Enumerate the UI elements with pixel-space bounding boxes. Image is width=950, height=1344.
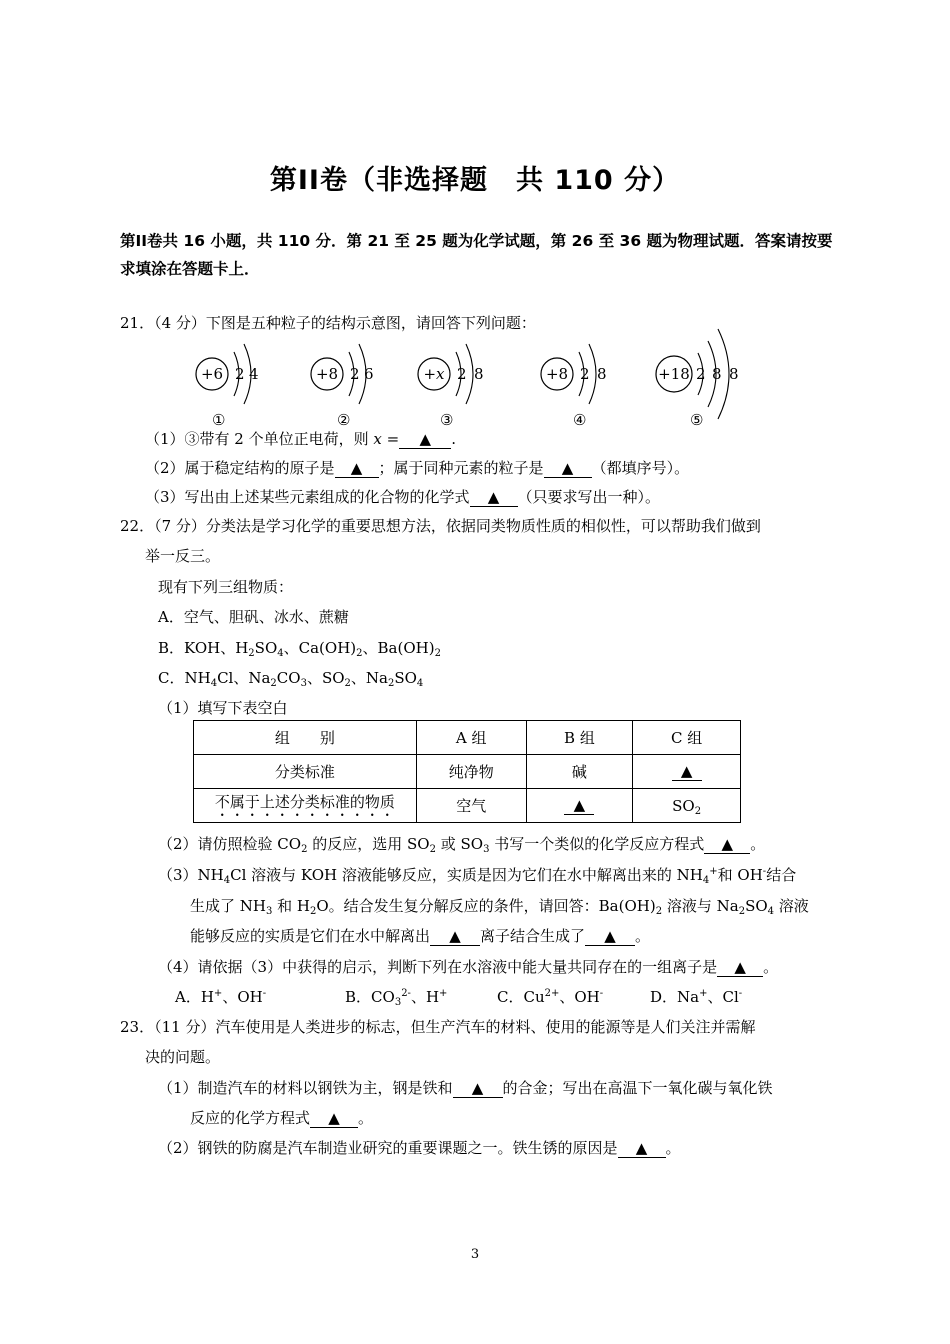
table-cell xyxy=(194,789,417,823)
text: 结合 xyxy=(766,866,797,884)
atom-4 xyxy=(535,340,625,410)
text: 或 SO xyxy=(435,835,484,853)
text: Cl 溶液与 KOH 溶液能够反应，实质是因为它们在水中解离出来的 NH xyxy=(230,866,703,884)
q21-part-3 xyxy=(145,487,660,507)
text: 。 xyxy=(358,1109,374,1127)
text: （3）写出由上述某些元素组成的化合物的化学式 xyxy=(145,488,470,506)
q22-group-b: B．KOH、$H_2SO_4$、$Ca(OH)_2$、$Ba(OH)_2$ xyxy=(158,639,441,659)
atom-1-nucleus: +6 xyxy=(200,365,224,383)
atom-5-nucleus: +18 xyxy=(658,365,690,383)
q23-stem-2: 决的问题。 xyxy=(145,1048,221,1066)
text: SO xyxy=(745,897,768,915)
atom-5-shell-1: 2 xyxy=(696,365,706,383)
atom-5 xyxy=(650,327,750,423)
atom-3 xyxy=(412,340,502,410)
atom-4-shell-2: 8 xyxy=(597,365,607,383)
q22-stem-2: 举一反三。 xyxy=(145,547,221,565)
text: 反应的化学方程式 xyxy=(190,1109,311,1127)
text: O。结合发生复分解反应的条件，请回答：Ba(OH) xyxy=(316,897,656,915)
q21-part-2 xyxy=(145,458,689,478)
atom-3-nucleus: +x xyxy=(423,365,445,383)
answer-blank[interactable]: ▲ xyxy=(399,431,451,449)
answer-blank[interactable]: ▲ xyxy=(310,1110,358,1128)
answer-blank[interactable]: ▲ xyxy=(544,460,592,478)
table-cell: 分类标准 xyxy=(194,755,417,789)
text: 、H xyxy=(410,988,440,1006)
q23-stem-1: 23．（11 分）汽车使用是人类进步的标志，但生产汽车的材料、使用的能源等是人们关注并需解 xyxy=(120,1018,756,1036)
text: 、OH xyxy=(559,988,600,1006)
text: C．Cu xyxy=(497,988,545,1006)
answer-blank[interactable]: ▲ xyxy=(430,928,480,946)
text: 、Cl xyxy=(707,988,739,1006)
text: （只要求写出一种）。 xyxy=(517,488,661,506)
atom-4-nucleus: +8 xyxy=(545,365,569,383)
text: 。 xyxy=(763,958,779,976)
atom-3-shell-2: 8 xyxy=(474,365,484,383)
text: A．H xyxy=(175,988,214,1006)
text: . xyxy=(451,430,456,448)
table-row xyxy=(194,789,741,823)
text: ；属于同种元素的粒子是 xyxy=(378,459,544,477)
atom-3-label: ③ xyxy=(440,411,454,429)
atom-2-label: ② xyxy=(337,411,351,429)
q23-part-2 xyxy=(158,1138,681,1158)
table-header-row xyxy=(194,721,741,755)
text: C．NH xyxy=(158,669,211,687)
atom-2-shell-2: 6 xyxy=(364,365,374,383)
q22-option-b: B．$CO_3^{2-}$、H+ xyxy=(345,988,448,1008)
atom-1-shell-1: 2 xyxy=(235,365,245,383)
table-cell: 空气 xyxy=(416,789,526,823)
text: （1）制造汽车的材料以钢铁为主，钢是铁和 xyxy=(158,1079,453,1097)
q23-part-1-line-1 xyxy=(158,1078,773,1098)
atom-2 xyxy=(305,340,395,410)
q23-part-1-line-2 xyxy=(190,1108,373,1128)
text: 。 xyxy=(665,1139,681,1157)
atom-5-shell-3: 8 xyxy=(729,365,739,383)
text: 能够反应的实质是它们在水中解离出 xyxy=(190,927,431,945)
atom-5-label: ⑤ xyxy=(690,411,704,429)
text: （2）请仿照检验 CO xyxy=(158,835,302,853)
answer-blank[interactable]: ▲ xyxy=(672,763,702,781)
text: 、OH xyxy=(222,988,263,1006)
text: 。 xyxy=(750,835,766,853)
q22-group-c: C．$NH_4Cl$、$Na_2CO_3$、$SO_2$、$Na_2SO_4$ xyxy=(158,669,424,689)
section-intro-line-1: 第II卷共 16 小题，共 110 分．第 21 至 25 题为化学试题，第 26 至 36 题为物理试题．答案请按要 xyxy=(120,232,833,250)
table-header-cell: A 组 xyxy=(416,721,526,755)
answer-blank[interactable]: ▲ xyxy=(470,489,518,507)
text: 生成了 NH xyxy=(190,897,266,915)
table-cell: 纯净物 xyxy=(416,755,526,789)
q22-stem-1: 22．（7 分）分类法是学习化学的重要思想方法，依据同类物质性质的相似性，可以帮助我们做到 xyxy=(120,517,761,535)
answer-blank[interactable]: ▲ xyxy=(717,959,763,977)
table-cell xyxy=(526,789,633,823)
text: 和 H xyxy=(272,897,310,915)
text: （都填序号）。 xyxy=(591,459,690,477)
row-label: 不属于上述分类标准的物质 xyxy=(214,793,395,811)
table-cell: $SO_2$ xyxy=(633,789,741,823)
text: （1）③带有 2 个单位正电荷，则 xyxy=(145,430,374,448)
text: （3）NH xyxy=(158,866,224,884)
text: 书写一个类似的化学反应方程式 xyxy=(489,835,705,853)
atom-4-label: ④ xyxy=(573,411,587,429)
table-header-cell: B 组 xyxy=(526,721,633,755)
atom-1-label: ① xyxy=(212,411,226,429)
text: B．CO xyxy=(345,988,395,1006)
q22-part-3-line-3 xyxy=(190,926,650,946)
text: 溶液 xyxy=(774,897,809,915)
classification-table xyxy=(193,720,741,823)
table-row xyxy=(194,755,741,789)
var-x: x xyxy=(373,430,382,448)
q22-group-a: A．空气、胆矾、冰水、蔗糖 xyxy=(158,608,349,626)
atom-4-shell-1: 2 xyxy=(580,365,590,383)
text: 的合金；写出在高温下一氧化碳与氧化铁 xyxy=(502,1079,773,1097)
text: 和 OH xyxy=(717,866,763,884)
text: = xyxy=(381,430,400,448)
atom-3-shell-1: 2 xyxy=(457,365,467,383)
text: 离子结合生成了 xyxy=(480,927,586,945)
atom-1-shell-2: 4 xyxy=(249,365,259,383)
q22-intro: 现有下列三组物质： xyxy=(158,578,294,596)
q21-stem: 21．（4 分）下图是五种粒子的结构示意图，请回答下列问题： xyxy=(120,314,536,332)
q22-option-d: D．Na+、Cl- xyxy=(650,988,743,1006)
atom-5-shell-2: 8 xyxy=(712,365,722,383)
q22-part-4 xyxy=(158,957,778,977)
table-cell: 碱 xyxy=(526,755,633,789)
page-title: 第II卷（非选择题 共 110 分） xyxy=(269,165,681,196)
q21-part-1 xyxy=(145,429,456,449)
q22-part-3-line-2: 生成了 $NH_3$ 和 $H_2O$。结合发生复分解反应的条件，请回答：$Ba(OH)_2$ 溶液与 $Na_2SO_4$ 溶液 xyxy=(190,897,809,917)
q22-option-a: A．H+、OH- xyxy=(175,988,267,1006)
answer-blank[interactable]: ▲ xyxy=(335,460,379,478)
table-cell xyxy=(633,755,741,789)
text: （2）钢铁的防腐是汽车制造业研究的重要课题之一。铁生锈的原因是 xyxy=(158,1139,618,1157)
text: 。 xyxy=(635,927,651,945)
text: D．Na xyxy=(650,988,700,1006)
q22-part-3-line-1: $(3)NH_4Cl$ 溶液与 KOH 溶液能够反应，实质是因为它们在水中解离出来的 $NH_4^+$和 OH-结合 xyxy=(158,866,797,886)
table-header-cell: C 组 xyxy=(633,721,741,755)
formula: SO xyxy=(672,796,695,815)
text: （4）请依据（3）中获得的启示，判断下列在水溶液中能大量共同存在的一组离子是 xyxy=(158,958,718,976)
atom-1 xyxy=(190,340,280,410)
q22-option-c: C．$Cu^{2+}$、OH- xyxy=(497,988,604,1006)
answer-blank[interactable]: ▲ xyxy=(453,1080,503,1098)
atom-2-nucleus: +8 xyxy=(315,365,339,383)
text: B．KOH、H xyxy=(158,639,249,657)
text: （2）属于稳定结构的原子是 xyxy=(145,459,335,477)
text: 的反应，选用 SO xyxy=(307,835,430,853)
answer-blank[interactable]: ▲ xyxy=(564,797,594,815)
q22-part-1: （1）填写下表空白 xyxy=(158,699,288,717)
table-header-cell: 组 别 xyxy=(194,721,417,755)
section-intro-line-2: 求填涂在答题卡上． xyxy=(120,260,260,278)
page-number: 3 xyxy=(470,1247,480,1262)
text: 溶液与 Na xyxy=(662,897,739,915)
atom-2-shell-1: 2 xyxy=(350,365,360,383)
q22-part-2: （2）请仿照检验 $CO_2$ 的反应，选用 $SO_2$ 或 $SO_3$ 书写一个类似的化学反应方程式 ▲ 。 xyxy=(158,835,766,855)
answer-blank[interactable]: ▲ xyxy=(585,928,635,946)
answer-blank[interactable]: ▲ xyxy=(704,836,750,854)
answer-blank[interactable]: ▲ xyxy=(618,1140,666,1158)
